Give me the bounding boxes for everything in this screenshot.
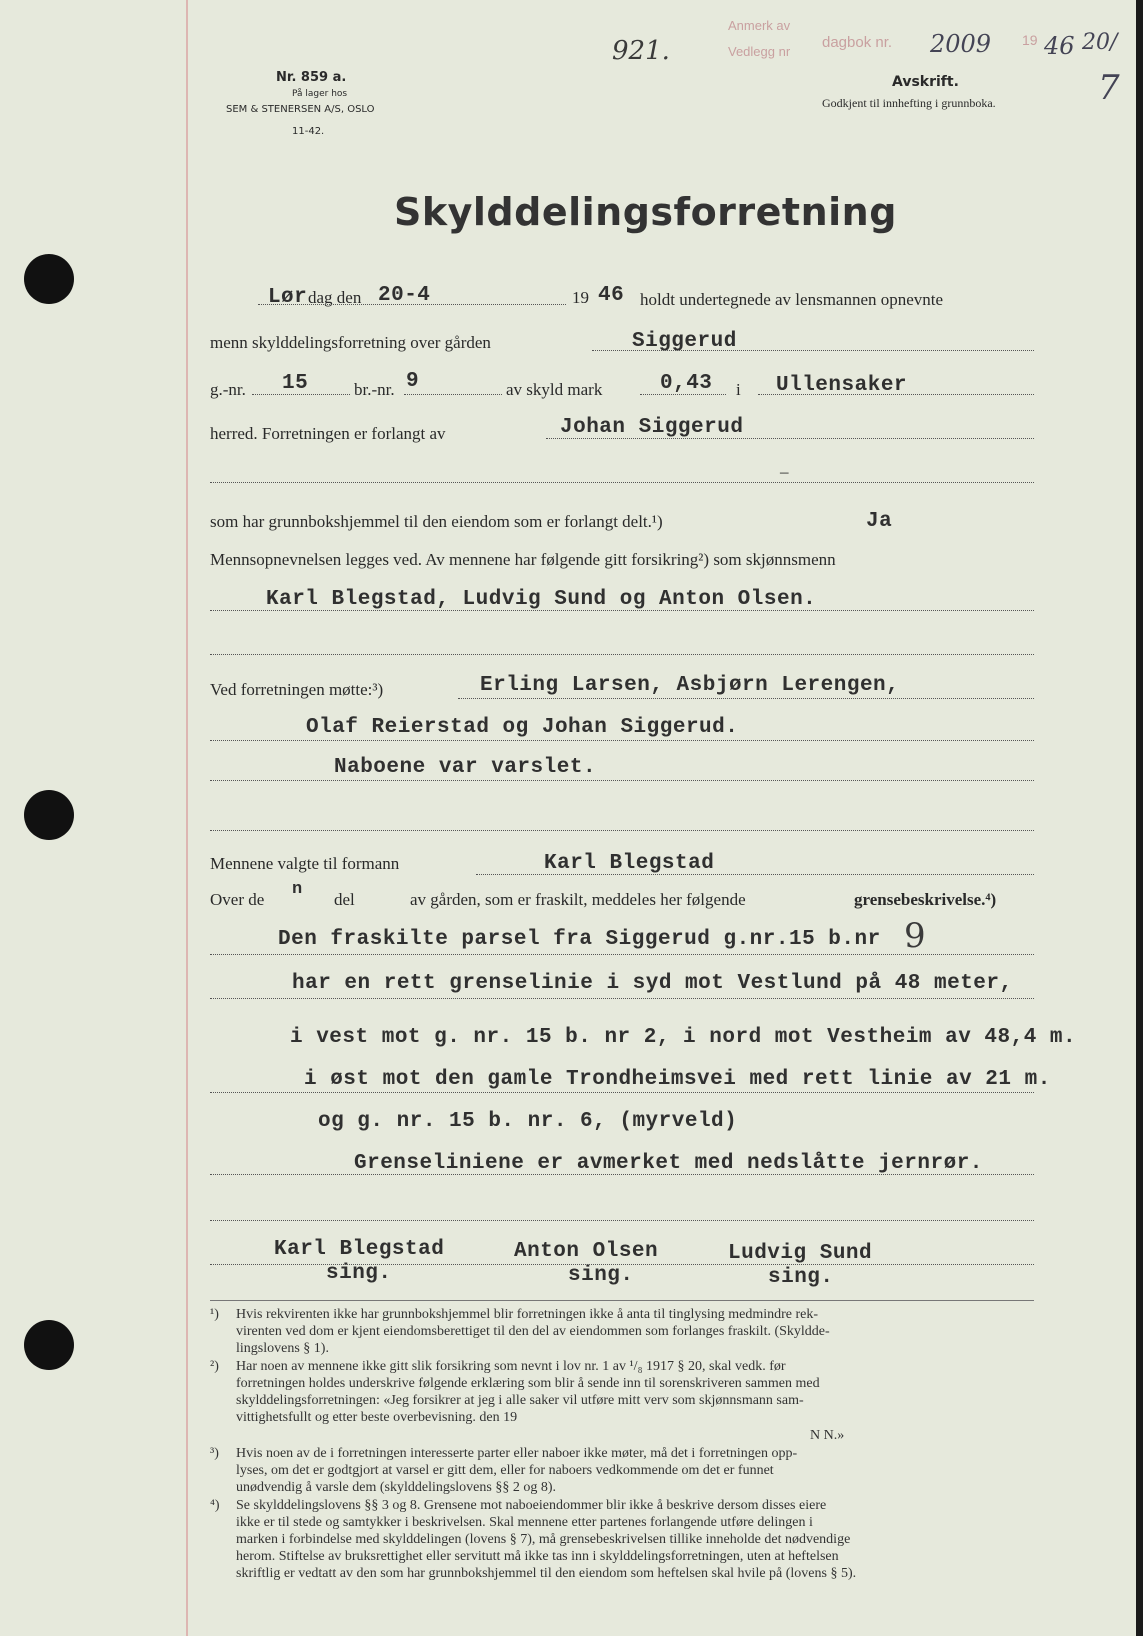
i-label: i	[736, 380, 741, 399]
description-line-6: Grenseliniene er avmerket med nedslåtte jernrør.	[354, 1152, 983, 1175]
stamp-dagbok: dagbok nr.	[822, 34, 893, 51]
dagbok-19: 19	[1022, 32, 1038, 48]
over-de-label: Over de	[210, 890, 265, 909]
dotted-line	[210, 654, 1034, 655]
footnote-line: virenten ved dom er kjent eiendomsberettiget til den del av eiendommen som forlanges fraskilt. (Skyldde-	[236, 1324, 830, 1339]
footnote-line: Hvis noen av de i forretningen interesserte parter eller naboer ikke møter, må det i forretningen opp-	[236, 1446, 798, 1461]
print-date: 11-42.	[292, 126, 325, 137]
footnote-line: Har noen av mennene ikke gitt slik forsikring som nevnt i lov nr. 1 av ¹/₈ 1917 § 20, skal vedk. før	[236, 1359, 786, 1374]
description-line-5: og g. nr. 15 b. nr. 6, (myrveld)	[318, 1110, 738, 1133]
over-n: n	[292, 880, 303, 899]
signature-name: Karl Blegstad	[274, 1238, 445, 1261]
dotted-line	[458, 698, 1034, 699]
avskrift-label: Avskrift.	[892, 74, 959, 90]
footnote-line: herom. Stiftelse av bruksrettighet eller servitutt må ikke tas inn i skylddelingsforretningen, uten at heftelsen	[236, 1549, 839, 1564]
dotted-line	[210, 1092, 1034, 1093]
mennsopnevnelsen-text: Mennsopnevnelsen legges ved. Av mennene har følgende gitt forsikring²) som skjønnsmenn	[210, 550, 836, 569]
varslet-text: Naboene var varslet.	[334, 756, 597, 779]
stamp-line1: Anmerk av	[728, 18, 791, 33]
formann-label: Mennene valgte til formann	[210, 854, 400, 873]
formann-name: Karl Blegstad	[544, 852, 715, 875]
municipality: Ullensaker	[776, 374, 908, 397]
description-line-2: har en rett grenselinie i syd mot Vestlund på 48 meter,	[292, 972, 1013, 995]
signature-name: Ludvig Sund	[728, 1242, 873, 1265]
dotted-line	[758, 394, 1034, 395]
motte-label: Ved forretningen møtte:³)	[210, 680, 384, 699]
dagbok-fraction: 7	[1098, 68, 1120, 108]
footnote-number: ¹)	[210, 1307, 219, 1322]
dagbok-year: 46	[1044, 32, 1075, 60]
signature-name: Anton Olsen	[514, 1240, 659, 1263]
description-bnr: 9	[904, 916, 926, 956]
signature-sign: sing.	[768, 1266, 834, 1289]
dotted-line	[546, 438, 1034, 439]
hjemmel-text: som har grunnbokshjemmel til den eiendom som er forlangt delt.¹)	[210, 512, 663, 531]
punch-hole-3	[24, 1320, 74, 1370]
dotted-line	[640, 394, 726, 395]
grense-text: av gården, som er fraskilt, meddeles her følgende	[410, 890, 746, 909]
footnote-line: N N.»	[810, 1428, 845, 1443]
stamp-line2: Vedlegg nr	[728, 44, 791, 59]
footnote	[210, 1306, 1030, 1357]
footnote	[210, 1497, 1030, 1582]
dotted-line	[210, 1264, 1034, 1265]
punch-hole-1	[24, 254, 74, 304]
footnote-divider	[210, 1300, 1034, 1301]
dotted-line	[210, 482, 1034, 483]
description-line-1: Den fraskilte parsel fra Siggerud g.nr.15 b.nr	[278, 928, 881, 951]
footnote	[210, 1445, 1030, 1496]
footnote-number: ⁴)	[210, 1498, 220, 1513]
farm-name: Siggerud	[632, 330, 737, 353]
footnote-line: skylddelingsforretningen: «Jeg forsikrer at jeg i alle saker vil utføre mitt verv som skjønnsmann sam-	[236, 1393, 804, 1408]
footnote-line: lyses, om det er godtgjort at varsel er gitt dem, eller for naboers vedkommende om det er funnet	[236, 1463, 774, 1478]
dotted-line	[210, 780, 1034, 781]
dash: –	[780, 462, 789, 481]
description-line-3: i vest mot g. nr. 15 b. nr 2, i nord mot Vestheim av 48,4 m.	[290, 1026, 1077, 1049]
motte-line2: Olaf Reierstad og Johan Siggerud.	[306, 716, 739, 739]
footnote-line: vittighetsfullt og etter beste overbevisning. den 19	[236, 1410, 518, 1425]
skjonnsmenn-names: Karl Blegstad, Ludvig Sund og Anton Olsen.	[266, 588, 817, 611]
form-number: Nr. 859 a.	[276, 70, 347, 85]
handwritten-ref: 921.	[612, 36, 670, 66]
footnote-line: marken i forbindelse med skylddelingen (lovens § 7), må grensebeskrivelsen tillike inneholde det nødvendige	[236, 1532, 851, 1547]
dotted-line	[210, 830, 1034, 831]
dotted-line	[210, 1220, 1034, 1221]
dotted-line	[252, 394, 350, 395]
year-value: 46	[598, 284, 625, 307]
motte-line1: Erling Larsen, Asbjørn Lerengen,	[480, 674, 900, 697]
herred-label: herred. Forretningen er forlangt av	[210, 424, 446, 443]
printer-line2: SEM & STENERSEN A/S, OSLO	[226, 104, 375, 115]
description-line-4: i øst mot den gamle Trondheimsvei med rett linie av 21 m.	[304, 1068, 1051, 1091]
hjemmel-answer: Ja	[866, 510, 893, 533]
dotted-line	[258, 304, 566, 305]
dagbok-suffix: 20/	[1082, 30, 1118, 55]
dotted-line	[476, 874, 1034, 875]
footnote	[210, 1427, 1030, 1444]
dotted-line	[210, 610, 1034, 611]
day-prefix: L	[268, 286, 282, 309]
footnote-line: unødvendig å varsle dem (skylddelingslovens §§ 2 og 8).	[236, 1480, 557, 1495]
printer-line1: På lager hos	[292, 89, 348, 99]
dotted-line	[210, 1174, 1034, 1175]
dotted-line	[210, 954, 1034, 955]
footnote	[210, 1358, 1030, 1426]
dotted-line	[210, 998, 1034, 999]
dotted-line	[592, 350, 1034, 351]
line2-text: menn skylddelingsforretning over gården	[210, 333, 491, 352]
signature-sign: sing.	[568, 1264, 634, 1287]
punch-hole-2	[24, 790, 74, 840]
bnr-value: 9	[406, 370, 420, 393]
gnr-value: 15	[282, 372, 309, 395]
footnote-line: Se skylddelingslovens §§ 3 og 8. Grensene mot naboeiendommer blir ikke å beskrive dersom disses eiere	[236, 1498, 827, 1513]
skyld-value: 0,43	[660, 372, 713, 395]
grense-bold: grensebeskrivelse.⁴)	[854, 890, 997, 909]
margin-line	[186, 0, 188, 1636]
bnr-label: br.-nr.	[354, 380, 395, 399]
page-title: Skylddelingsforretning	[394, 190, 897, 234]
day-typed: ør	[281, 286, 308, 309]
godkjent-label: Godkjent til innhefting i grunnboka.	[822, 96, 996, 110]
footnote-line: lingslovens § 1).	[236, 1341, 329, 1356]
footnote-number: ²)	[210, 1359, 219, 1374]
date-value: 20-4	[378, 284, 431, 307]
day-suffix: dag den	[308, 288, 362, 307]
footnote-line: forretningen holdes underskrive følgende erklæring som blir å sende inn til sorenskriveren sammen med	[236, 1376, 820, 1391]
del-label: del	[334, 890, 355, 909]
dotted-line	[404, 394, 502, 395]
dagbok-number: 2009	[930, 30, 992, 58]
skyld-label: av skyld mark	[506, 380, 603, 399]
dotted-line	[210, 740, 1034, 741]
year-prefix: 19	[572, 288, 589, 307]
requested-by: Johan Siggerud	[560, 416, 744, 439]
signature-sign: sing.	[326, 1262, 392, 1285]
footnote-line: ikke er til stede og samtykker i beskrivelsen. Skal mennene etter partenes forlangende utføre delingen i	[236, 1515, 813, 1530]
footnote-number: ³)	[210, 1446, 219, 1461]
footnote-line: skriftlig er vedtatt av den som har grunnbokshjemmel til den eiendom som heftelsen skal hvile på (lovens § 5).	[236, 1566, 857, 1581]
footnote-line: Hvis rekvirenten ikke har grunnbokshjemmel blir forretningen ikke å anta til tinglysing medmindre rek-	[236, 1307, 819, 1322]
gnr-label: g.-nr.	[210, 380, 246, 399]
after-year: holdt undertegnede av lensmannen opnevnte	[640, 290, 944, 309]
